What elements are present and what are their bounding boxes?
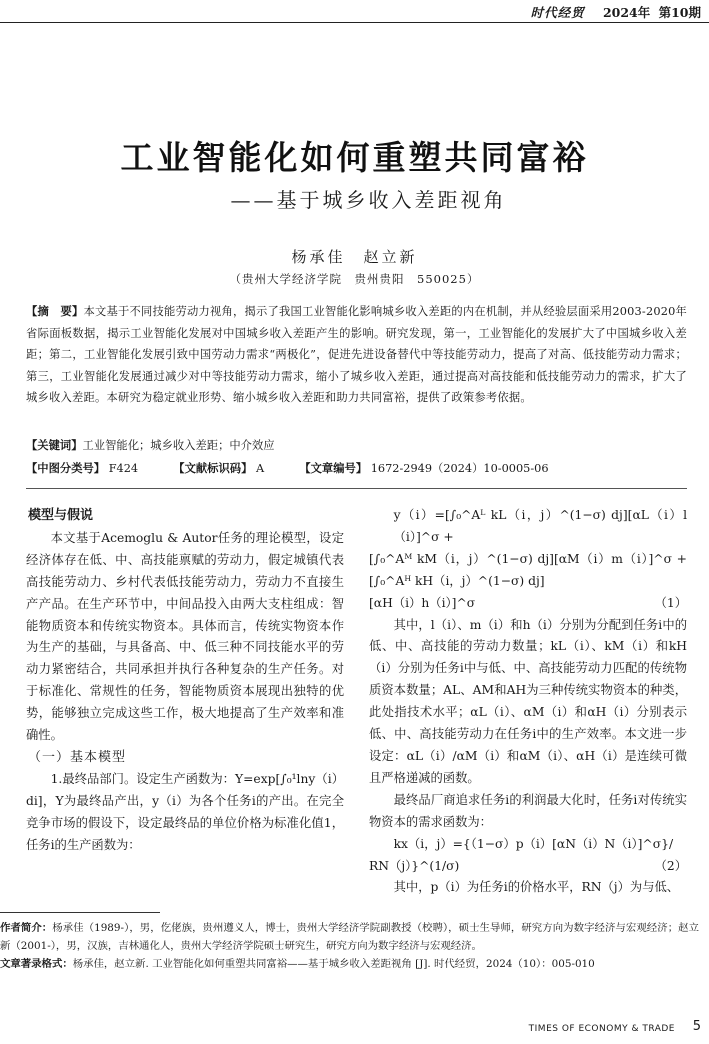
citation [0,956,699,974]
header-issue: 第10期 [658,5,701,20]
footnote-divider [0,912,160,913]
header-divider [0,22,709,23]
body-paragraph: 最终品厂商追求任务i的利润最大化时，任务i对传统实物资本的需求函数为： [369,792,687,829]
doc-code-value: A [255,462,265,475]
abstract [26,301,687,409]
equation-1-line-3-text: [αH（i）h（i）]^σ [369,595,476,610]
body-paragraph: 本文基于Acemoglu & Autor任务的理论模型，设定经济体存在低、中、高技能禀赋的劳动力，假定城镇代表高技能劳动力、乡村代表低技能劳动力，劳动力不直接生产产品。在生产环节中，中间品投入由两大支柱组成：智能物质资本和传统实物资本。具体而言，传统实物资本作为生产的基础，与具备高、中、低三种不同技能水平的劳动力紧密结合，共同承担并执行各种复杂的生产任务。对于标准化、常规性的任务，智能物质资本展现出独特的优势，能够独立完成这些工作，极大地提高了生产效率和准确性。 [26,530,344,743]
clc-value: F424 [108,462,139,475]
equation-2-line-2 [369,856,687,878]
left-column [26,505,344,857]
body-paragraph: 其中，l（i）、m（i）和h（i）分别为分配到任务i中的低、中、高技能的劳动力数量；kL（i）、kM（i）和kH（i）分别为任务i中与低、中、高技能劳动力匹配的传统物质资本数量；AL、AM和AH为三种传统实物资本的种类，此处指技术水平；αL（i）、αM（i）和αH（i）分别表示低、中、高技能劳动力在任务i中的生产效率。本文进一步设定：αL（i）/αM（i）和αM（i）、αH（i）是连续可微且严格递减的函数。 [369,617,687,785]
abstract-text: 本文基于不同技能劳动力视角，揭示了我国工业智能化影响城乡收入差距的内在机制，并从经验层面采用2003-2020年省际面板数据，揭示工业智能化发展对中国城乡收入差距产生的影响。研究发现，第一，工业智能化的发展扩大了中国城乡收入差距；第二，工业智能化发展引致中国劳动力需求“两极化”，促进先进设备替代中等技能劳动力，提高了对高、低技能劳动力需求；第三，工业智能化发展通过减少对中等技能劳动力需求，缩小了城乡收入差距，通过提高对高技能和低技能劳动力的需求，扩大了城乡收入差距。本研究为稳定就业形势、缩小城乡收入差距和助力共同富裕，提供了政策参考依据。 [26,305,687,404]
equation-2-number: （2） [654,858,687,873]
clc-label: 【中图分类号】 [26,462,106,475]
author-bio-text: 杨承佳（1989-），男，仡佬族，贵州遵义人，博士，贵州大学经济学院副教授（校聘），硕士生导师，研究方向为数字经济与宏观经济；赵立新（2001-），男，汉族，吉林通化人，贵州大学经济学院硕士研究生，研究方向为数字经济与宏观经济。 [0,922,699,952]
equation-2-line-2-text: RN（j）}^(1/σ) [369,858,460,873]
article-authors: 杨承佳 赵立新 [291,248,418,266]
author-bio-label: 作者简介： [0,922,53,934]
body-paragraph: 1.最终品部门。设定生产函数为：Y=exp[∫₀¹lny（i）di]，Y为最终品产出，y（i）为各个任务i的产出。在完全竞争市场的假设下，设定最终品的单位价格为标准化值1，任务i的生产函数为： [26,771,344,852]
equation-1-line-3 [369,593,687,615]
keywords-label: 【关键词】 [26,439,83,452]
body-paragraph: 其中，p（i）为任务i的价格水平，RN（j）为与低、 [393,880,680,895]
header-journal-name: 时代经贸 [530,5,585,20]
footer-journal-name: TIMES OF ECONOMY & TRADE [528,1024,675,1034]
section-heading: 模型与假说 [28,508,94,523]
header-year: 2024年 [602,5,651,20]
author-bio [0,920,699,956]
doc-code-label: 【文献标识码】 [173,462,253,475]
keywords [26,437,687,453]
abstract-divider [26,488,687,489]
equation-1-number: （1） [654,595,687,610]
page-number: 5 [692,1019,701,1034]
keywords-text: 工业智能化；城乡收入差距；中介效应 [82,439,275,452]
author-affiliation: （贵州大学经济学院 贵州贵阳 550025） [229,272,480,286]
article-number-value: 1672-2949（2024）10-0005-06 [370,462,549,475]
right-column [369,505,687,899]
citation-text: 杨承佳，赵立新. 工业智能化如何重塑共同富裕——基于城乡收入差距视角 [J]. 时代经贸，2024（10）：005-010 [72,957,595,970]
equation-2-line-1: kx（i，j）={（1−σ）p（i）[αN（i）N（i）]^σ}/ [393,836,674,851]
classification-line [26,460,687,476]
footnotes [0,920,699,973]
equation-1-line-2: [∫₀^Aᴹ kM（i，j）^(1−σ) dj][αM（i）m（i）]^σ +[∫₀^Aᴴ kH（i，j）^(1−σ) dj] [369,551,687,588]
abstract-label: 【摘 要】 [26,305,84,318]
equation-1-line-1: y（i）=[∫₀^Aᴸ kL（i，j）^(1−σ) dj][αL（i）l（i）]^σ + [393,508,687,544]
running-header [527,3,701,21]
article-title: 工业智能化如何重塑共同富裕 [120,138,589,177]
subsection-heading: （一）基本模型 [28,749,127,765]
article-number-label: 【文章编号】 [299,462,368,475]
article-subtitle: ——基于城乡收入差距视角 [230,188,507,212]
citation-label: 文章著录格式： [0,957,73,970]
